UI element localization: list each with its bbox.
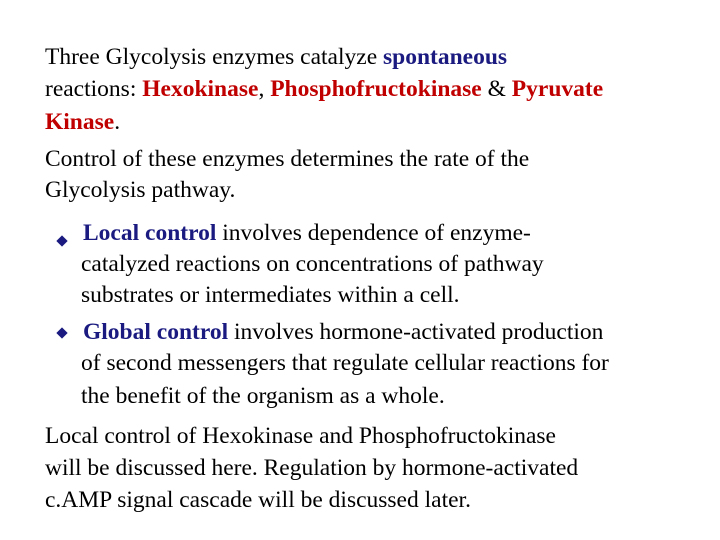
local-control-term: Local control — [83, 220, 217, 246]
kinase-term: Kinase — [45, 109, 115, 135]
local-control-line-1 — [83, 218, 531, 248]
control-line-2: Glycolysis pathway. — [45, 177, 236, 203]
intro-text: Three Glycolysis enzymes catalyze — [45, 44, 383, 70]
ampersand: & — [481, 76, 512, 102]
global-control-line-3: the benefit of the organism as a whole. — [81, 383, 445, 409]
global-control-line-2: of second messengers that regulate cellular reactions for — [81, 350, 609, 376]
spontaneous-term: spontaneous — [383, 44, 508, 70]
enzyme-separator: , — [258, 76, 271, 102]
local-control-line-2: catalyzed reactions on concentrations of pathway — [81, 251, 544, 277]
bullet-icon-local — [56, 235, 67, 246]
intro-period: . — [114, 109, 121, 135]
intro-reactions-text: reactions: — [45, 76, 143, 102]
closing-line-2: will be discussed here. Regulation by hormone-activated — [45, 455, 579, 481]
local-control-text: involves dependence of enzyme- — [216, 220, 531, 246]
closing-line-1: Local control of Hexokinase and Phosphofructokinase — [45, 423, 556, 449]
local-control-line-3: substrates or intermediates within a cell. — [81, 282, 460, 308]
pyruvate-term: Pyruvate — [511, 76, 604, 102]
closing-line-3: c.AMP signal cascade will be discussed later. — [45, 487, 471, 513]
global-control-text: involves hormone-activated production — [228, 319, 604, 345]
phosphofructokinase-term: Phosphofructokinase — [270, 76, 482, 102]
intro-line-1 — [45, 42, 507, 72]
intro-line-2 — [45, 74, 603, 104]
global-control-term: Global control — [83, 319, 229, 345]
hexokinase-term: Hexokinase — [142, 76, 259, 102]
global-control-line-1 — [83, 317, 603, 347]
control-line-1: Control of these enzymes determines the rate of the — [45, 146, 530, 172]
intro-line-3 — [45, 107, 120, 137]
bullet-icon-global — [56, 327, 67, 338]
